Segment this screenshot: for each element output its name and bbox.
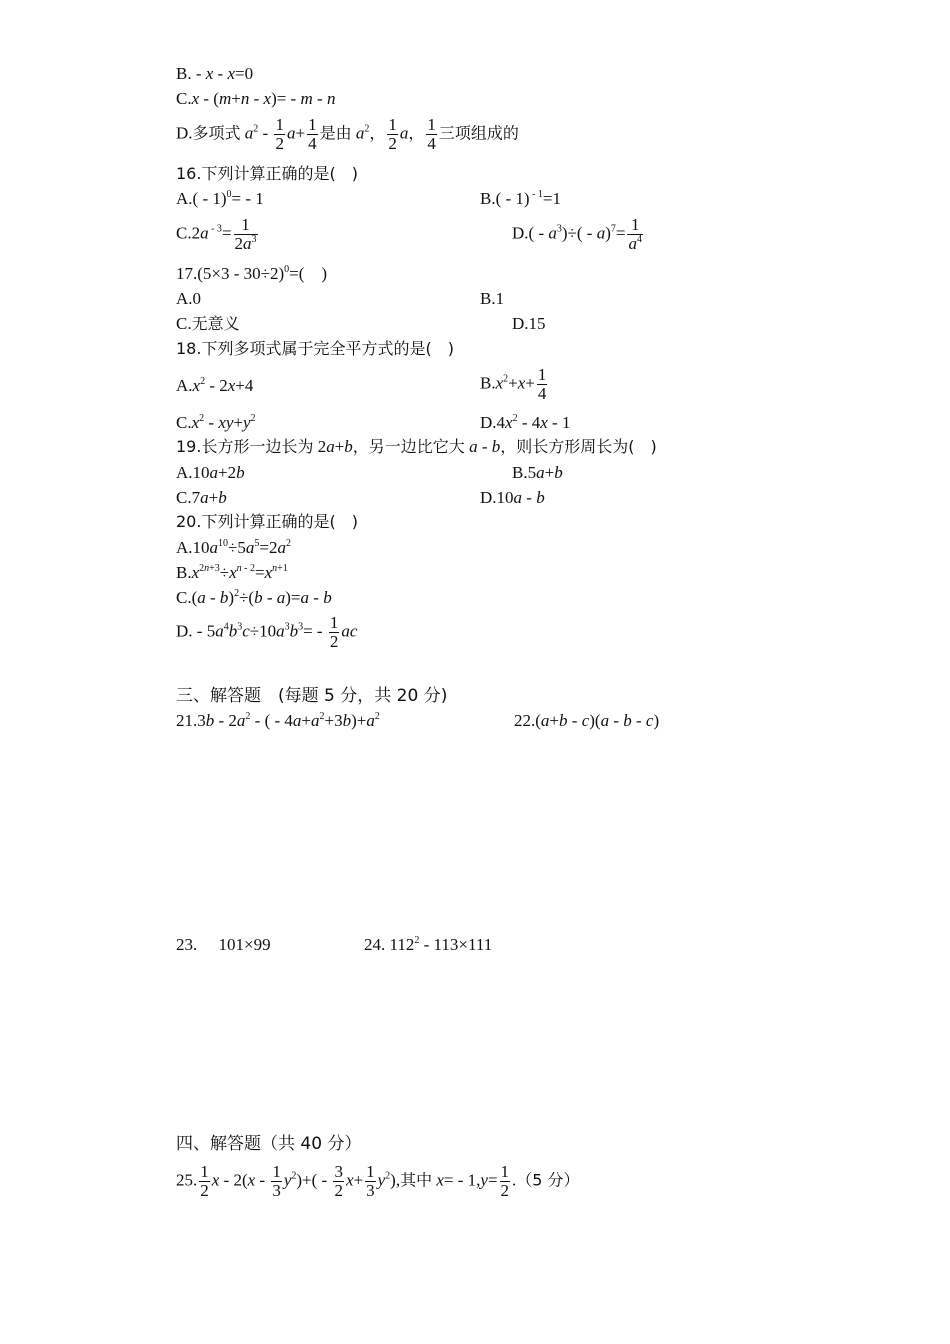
q22: 22.(a+b - c)(a - b - c) [514,711,660,730]
q20-option-c: C.(a - b)$^2$÷(b - a)=a - b [176,588,332,607]
q20-option-b: $B.x^{2n+3}\div x^{n - 2}=x^{n+1}$ [176,563,288,582]
q19-stem: 19.长方形一边长为 2a+b，另一边比它大 a - b，则长方形周长为( ) [176,437,657,456]
section-4-title: 四、解答题（共 40 分） [176,1134,362,1154]
q20-stem: 20.下列计算正确的是( ) [176,512,358,531]
q18-option-c: $C.x^2 - xy+y^2$ [176,413,256,432]
q17-option-c: C.无意义 [176,314,240,333]
q18-option-b: $B.x^2+x+$ $\frac{1}{4}$ [480,365,547,403]
q16-option-a: A.( - 1)$^0$= - 1 [176,189,264,208]
q23: 23. 101×99 [176,935,271,954]
q17-stem: $17.(5\times 3 - 30\div 2)^0=$( ) [176,264,328,283]
q25: 25. $\frac{1}{2}$ x - 2(x - $\frac{1}{3}$ $y^2)+$( - $\frac{3}{2}$ x+ $\frac{1}{3}$ $y^2$),其中 x= - 1,y= $\frac{1}{2}$ .（5 分） [176,1162,580,1200]
q17-option-d: D.15 [512,314,546,333]
q19-option-c: C.7a+b [176,488,227,507]
q17-option-b: B.1 [480,289,505,308]
q15-option-d: D.多项式 $a^2$ - $\frac{1}{2}$ a+ $\frac{1}{4}$ 是由 $a^2$， $\frac{1}{2}$ a， $\frac{1}{4}$ 三项组成的 [176,115,519,153]
q18-stem: 18.下列多项式属于完全平方式的是( ) [176,339,454,358]
q21: $21.3b - 2a^2$ - ( - $4a+a^2+3b)+a^2$ [176,711,380,730]
q16-stem: 16.下列计算正确的是( ) [176,164,358,183]
q20-option-d: D. - $5a^4b^3c\div 10a^3b^3=$ - $\frac{1}{2}$ ac [176,613,358,651]
q16-option-c: C.2a $^{- 3}$= $\frac{1}{2a^3}$ [176,215,257,253]
q19-option-a: A.10a+2b [176,463,245,482]
q20-option-a: $A.10a^{10}\div 5a^5=2a^2$ [176,538,291,557]
section-3-title: 三、解答题 (每题 5 分，共 20 分) [176,686,448,706]
q16-option-d: $D.( - a^3)\div( - a)^7=$ $\frac{1}{a^4}$ [512,215,642,253]
q17-option-a: A.0 [176,289,202,308]
q19-option-b: B.5a+b [512,463,563,482]
q19-option-d: D.10a - b [480,488,545,507]
q18-option-d: $D.4x^2 - 4x - 1$ [480,413,571,432]
q15-option-c: C.x - (m+n - x)= - m - n [176,89,336,108]
q16-option-b: B.( - 1) $^{- 1}$=1 [480,189,562,208]
q24: 24. $112^2 - 113\times 111$ [364,935,493,954]
q18-option-a: $A.x^2 - 2x+4$ [176,376,254,395]
q15-option-b: B. - x - x=0 [176,64,254,83]
